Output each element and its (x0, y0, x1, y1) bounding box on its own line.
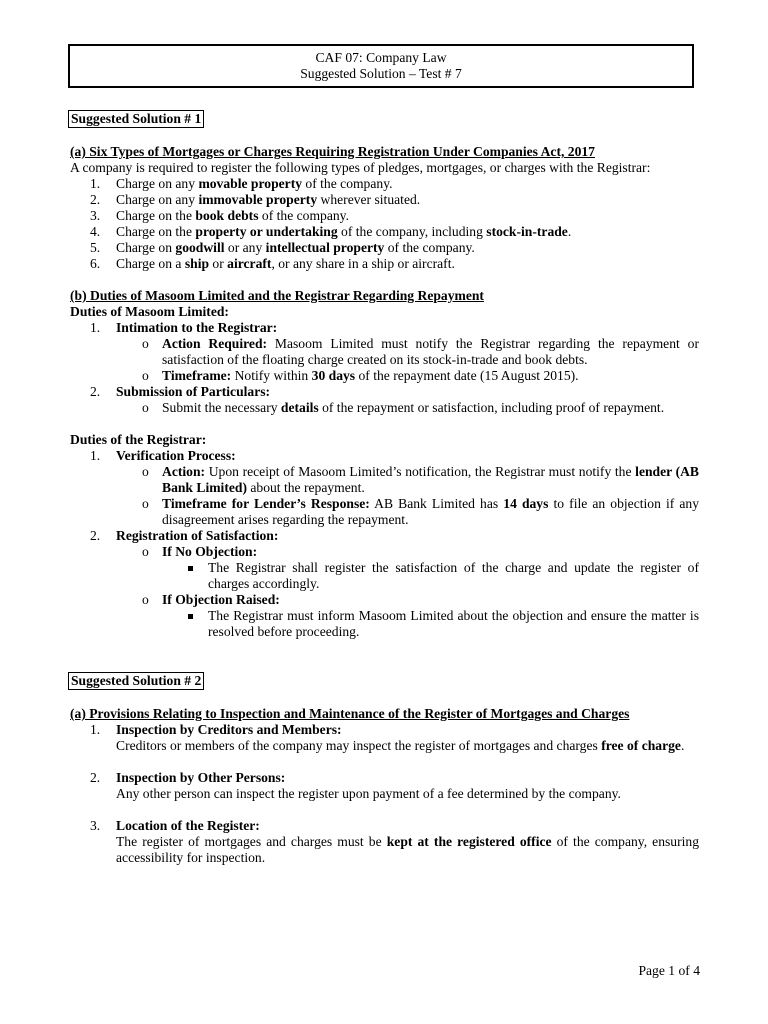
list-item: 2. Charge on any immovable property wherever situated. (90, 192, 421, 207)
page-number: Page 1 of 4 (638, 963, 700, 978)
sub-list-item: o Timeframe: Notify within 30 days of the repayment date (15 August 2015). (142, 368, 579, 383)
circle-bullet-icon: o (142, 368, 149, 383)
list-item: 2. Registration of Satisfaction: o If No Objection: The Registrar shall register the satisfaction of the charge and update the register of charges accordingly. o If Objection Raised: The Registrar must inform Masoom Limited about the objection and ensure the matter is resolved before proceeding. (70, 528, 699, 640)
sub-list-item: o Action: Upon receipt of Masoom Limited’s notification, the Registrar must notify the lender (AB Bank Limited) about the repayment. (142, 464, 699, 495)
circle-bullet-icon: o (142, 336, 149, 351)
sub-list-item: o Submit the necessary details of the repayment or satisfaction, including proof of repayment. (142, 400, 665, 415)
list-item: 1. Charge on any movable property of the company. (90, 176, 393, 191)
circle-bullet-icon: o (142, 592, 149, 607)
document-course-title: CAF 07: Company Law (315, 50, 447, 65)
circle-bullet-icon: o (142, 464, 149, 479)
masoom-duties-title: Duties of Masoom Limited: (70, 304, 229, 319)
sub-list-item: o Timeframe for Lender’s Response: AB Bank Limited has 14 days to file an objection if any disagreement arises regarding the repayment. (142, 496, 699, 527)
circle-bullet-icon: o (142, 400, 149, 415)
sub-list (70, 336, 699, 384)
list-item-text: Creditors or members of the company may inspect the register of mortgages and charges free of charge. (116, 738, 685, 753)
sub-list-item: o If Objection Raised: The Registrar must inform Masoom Limited about the objection and ensure the matter is resolved before proceeding. (70, 592, 699, 640)
sub-list (70, 464, 699, 528)
list-item: 4. Charge on the property or undertaking of the company, including stock-in-trade. (90, 224, 572, 239)
document-body (70, 110, 699, 866)
list-item: 6. Charge on a ship or aircraft, or any share in a ship or aircraft. (90, 256, 455, 271)
registrar-duties-title: Duties of the Registrar: (70, 432, 207, 447)
sub-list (70, 544, 699, 640)
section-2a-heading: (a) Provisions Relating to Inspection and Maintenance of the Register of Mortgages and Charges (70, 706, 630, 721)
square-bullet-icon (188, 566, 193, 571)
masoom-duties-list (70, 320, 699, 416)
list-item: 2. Inspection by Other Persons: Any other person can inspect the register upon payment of a fee determined by the company. (70, 770, 699, 802)
solution-2-label: Suggested Solution # 2 (68, 672, 204, 690)
square-sub-list (70, 608, 699, 640)
section-1b-heading: (b) Duties of Masoom Limited and the Registrar Regarding Repayment (70, 288, 484, 303)
sub-list-item: o If No Objection: The Registrar shall register the satisfaction of the charge and update the register of charges accordingly. (70, 544, 699, 592)
list-item: 1. Intimation to the Registrar: o Action Required: Masoom Limited must notify the Registrar regarding the repayment or satisfaction of the floating charge created on its stock-in-trade and book debts. o Timeframe: Notify within 30 days of the repayment date (15 August 2015). (70, 320, 699, 384)
square-bullet-icon (188, 614, 193, 619)
sub-list (70, 400, 699, 416)
list-item-text: Any other person can inspect the register upon payment of a fee determined by the company. (116, 786, 621, 801)
sub-list-item: o Action Required: Masoom Limited must notify the Registrar regarding the repayment or satisfaction of the floating charge created on its stock-in-trade and book debts. (142, 336, 699, 367)
list-item: 2. Submission of Particulars: o Submit the necessary details of the repayment or satisfaction, including proof of repayment. (70, 384, 699, 416)
charge-types-list (70, 176, 699, 272)
document-header-box (68, 44, 694, 88)
square-list-item: The Registrar shall register the satisfaction of the charge and update the register of charges accordingly. (70, 560, 699, 592)
list-item: 3. Charge on the book debts of the company. (90, 208, 349, 223)
list-item: 1. Verification Process: o Action: Upon receipt of Masoom Limited’s notification, the Registrar must notify the lender (AB Bank Limited) about the repayment. o Timeframe for Lender’s Response: AB Bank Limited has 14 days to file an objection if any disagreement arises regarding the repayment. (70, 448, 699, 528)
section-1a-intro: A company is required to register the following types of pledges, mortgages, or charges with the Registrar: (70, 160, 651, 175)
solution-1-label: Suggested Solution # 1 (68, 110, 204, 128)
list-item: 1. Inspection by Creditors and Members: Creditors or members of the company may inspect the register of mortgages and charges free of charge. (70, 722, 699, 754)
square-list-item: The Registrar must inform Masoom Limited about the objection and ensure the matter is resolved before proceeding. (70, 608, 699, 640)
list-item: 5. Charge on goodwill or any intellectual property of the company. (90, 240, 475, 255)
document-subtitle: Suggested Solution – Test # 7 (300, 66, 462, 81)
list-item: 3. Location of the Register: The register of mortgages and charges must be kept at the registered office of the company, ensuring accessibility for inspection. (90, 818, 699, 865)
circle-bullet-icon: o (142, 496, 149, 511)
circle-bullet-icon: o (142, 544, 149, 559)
square-sub-list (70, 560, 699, 592)
section-1a-heading: (a) Six Types of Mortgages or Charges Requiring Registration Under Companies Act, 2017 (70, 144, 595, 159)
inspection-provisions-list (70, 722, 699, 866)
registrar-duties-list (70, 448, 699, 640)
list-item-text: The register of mortgages and charges must be kept at the registered office of the company, ensuring accessibility for inspection. (116, 834, 699, 865)
